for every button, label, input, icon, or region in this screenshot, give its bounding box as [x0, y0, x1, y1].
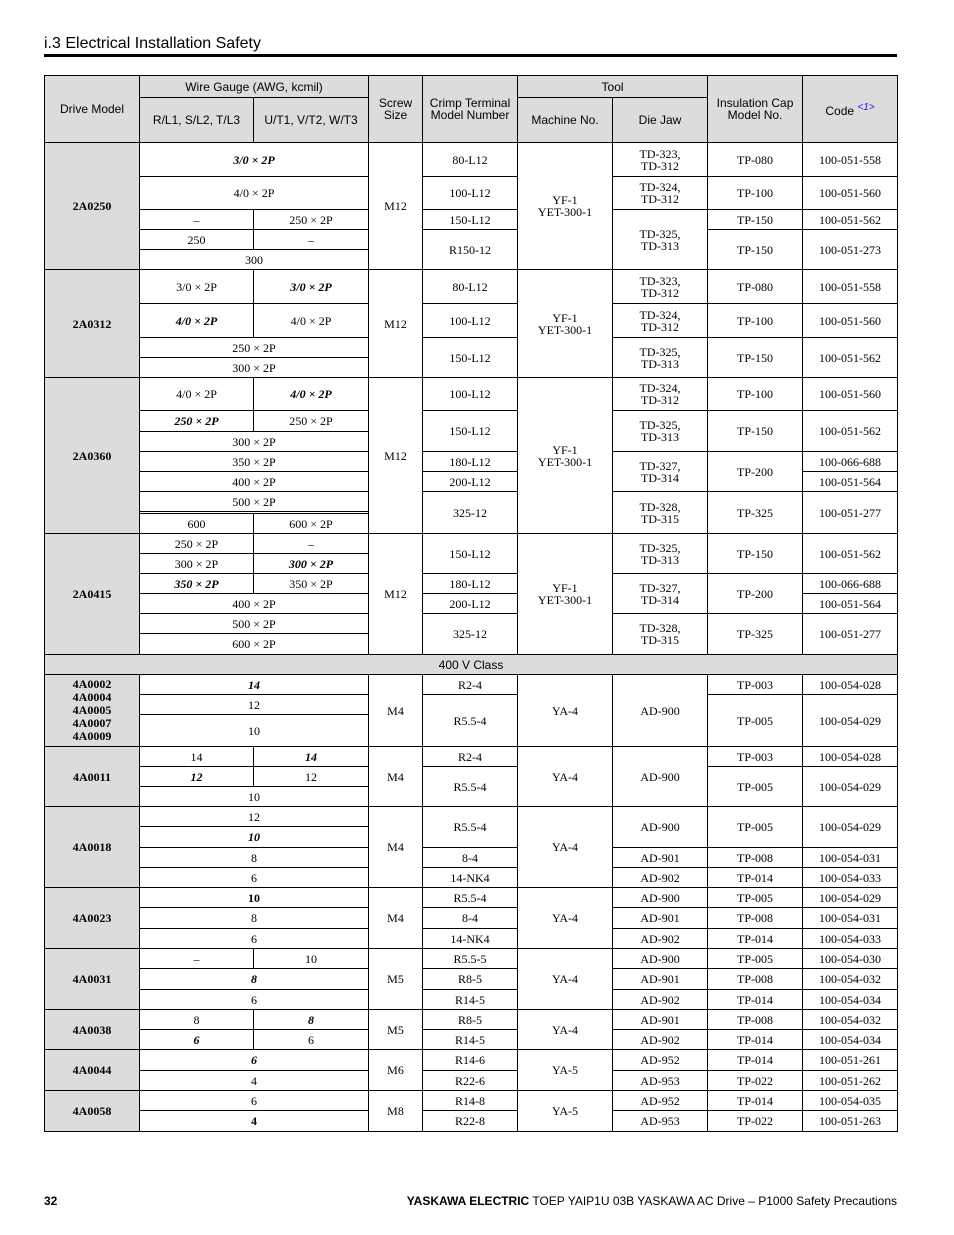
code-cell: 100-051-261	[803, 1050, 898, 1071]
die-jaw-cell: TD-327, TD-314	[613, 452, 708, 492]
drive-model-cell: 2A0360	[45, 378, 140, 534]
crimp-terminal-cell: R5.5-5	[423, 949, 518, 969]
wire-gauge-cell: 10	[140, 787, 369, 807]
crimp-terminal-cell: 14-NK4	[423, 868, 518, 888]
code-cell: 100-054-035	[803, 1091, 898, 1111]
drive-model-cell: 4A0018	[45, 807, 140, 888]
die-jaw-cell: AD-900	[613, 807, 708, 848]
header-machine-no: Machine No.	[518, 98, 613, 143]
crimp-terminal-cell: 180-L12	[423, 574, 518, 594]
code-cell: 100-051-558	[803, 143, 898, 177]
wire-gauge-input-cell: 250 × 2P	[140, 534, 254, 554]
insulation-cap-cell: TP-005	[708, 807, 803, 848]
die-jaw-cell: AD-952	[613, 1091, 708, 1111]
die-jaw-cell: TD-328, TD-315	[613, 492, 708, 534]
die-jaw-cell: AD-901	[613, 969, 708, 990]
wire-gauge-output-cell: 350 × 2P	[254, 574, 369, 594]
crimp-terminal-cell: R22-6	[423, 1071, 518, 1091]
code-cell: 100-054-034	[803, 990, 898, 1010]
machine-no-cell: YA-4	[518, 949, 613, 1010]
wire-gauge-output-cell: 600 × 2P	[254, 514, 369, 534]
wire-gauge-input-cell: 12	[140, 767, 254, 787]
insulation-cap-cell: TP-005	[708, 888, 803, 908]
crimp-terminal-cell: 100-L12	[423, 177, 518, 210]
wire-gauge-cell: 6	[140, 1091, 369, 1111]
insulation-cap-cell: TP-150	[708, 534, 803, 574]
crimp-terminal-cell: R22-8	[423, 1111, 518, 1132]
crimp-terminal-cell: R2-4	[423, 747, 518, 767]
wire-gauge-output-cell: –	[254, 534, 369, 554]
die-jaw-cell: AD-900	[613, 675, 708, 747]
insulation-cap-cell: TP-150	[708, 230, 803, 270]
wire-gauge-cell: 400 × 2P	[140, 594, 369, 614]
die-jaw-cell: TD-325, TD-313	[613, 210, 708, 270]
wire-gauge-cell: 300	[140, 250, 369, 270]
code-cell: 100-051-562	[803, 210, 898, 230]
wire-gauge-cell: 500 × 2P	[140, 614, 369, 634]
insulation-cap-cell: TP-014	[708, 1030, 803, 1050]
code-cell: 100-054-034	[803, 1030, 898, 1050]
die-jaw-cell: AD-902	[613, 1030, 708, 1050]
crimp-terminal-cell: 150-L12	[423, 534, 518, 574]
die-jaw-cell: TD-324, TD-312	[613, 378, 708, 411]
screw-size-cell: M4	[369, 807, 423, 888]
code-cell: 100-051-560	[803, 378, 898, 411]
voltage-class-row: 400 V Class	[45, 655, 898, 675]
code-cell: 100-054-031	[803, 848, 898, 868]
wire-gauge-output-cell: –	[254, 230, 369, 250]
wire-gauge-cell: 400 × 2P	[140, 472, 369, 492]
die-jaw-cell: AD-901	[613, 1010, 708, 1030]
wire-gauge-input-cell: 14	[140, 747, 254, 767]
code-cell: 100-051-562	[803, 534, 898, 574]
crimp-terminal-cell: 80-L12	[423, 143, 518, 177]
crimp-terminal-cell: 200-L12	[423, 594, 518, 614]
insulation-cap-cell: TP-005	[708, 767, 803, 807]
wire-gauge-input-cell: 250	[140, 230, 254, 250]
crimp-terminal-cell: R150-12	[423, 230, 518, 270]
code-cell: 100-051-558	[803, 270, 898, 304]
crimp-terminal-cell: 100-L12	[423, 378, 518, 411]
insulation-cap-cell: TP-200	[708, 452, 803, 492]
header-input-terminals: R/L1, S/L2, T/L3	[140, 98, 254, 143]
die-jaw-cell: AD-900	[613, 888, 708, 908]
header-tool: Tool	[518, 76, 708, 98]
wire-gauge-cell: 300 × 2P	[140, 358, 369, 378]
die-jaw-cell: TD-325, TD-313	[613, 534, 708, 574]
wire-gauge-input-cell: 300 × 2P	[140, 554, 254, 574]
die-jaw-cell: TD-327, TD-314	[613, 574, 708, 614]
header-screw-size: Screw Size	[369, 76, 423, 143]
wire-gauge-cell: 8	[140, 848, 369, 868]
crimp-terminal-cell: 150-L12	[423, 411, 518, 452]
code-cell: 100-066-688	[803, 574, 898, 594]
machine-no-cell: YA-4	[518, 1010, 613, 1050]
footer-text	[407, 1194, 897, 1208]
insulation-cap-cell: TP-325	[708, 614, 803, 655]
footer-doc-title: TOEP YAIP1U 03B YASKAWA AC Drive – P1000 Safety Precautions	[529, 1194, 897, 1208]
crimp-terminal-cell: R5.5-4	[423, 695, 518, 747]
insulation-cap-cell: TP-100	[708, 378, 803, 411]
wire-gauge-cell: 250 × 2P	[140, 338, 369, 358]
screw-size-cell: M4	[369, 675, 423, 747]
die-jaw-cell: TD-325, TD-313	[613, 411, 708, 452]
code-cell: 100-054-028	[803, 747, 898, 767]
crimp-terminal-cell: R14-5	[423, 1030, 518, 1050]
wire-gauge-cell: 10	[140, 715, 369, 747]
wire-gauge-input-cell: 250 × 2P	[140, 411, 254, 432]
machine-no-cell: YF-1 YET-300-1	[518, 143, 613, 270]
code-cell: 100-051-564	[803, 594, 898, 614]
wire-gauge-input-cell: 350 × 2P	[140, 574, 254, 594]
machine-no-cell: YA-4	[518, 675, 613, 747]
insulation-cap-cell: TP-022	[708, 1071, 803, 1091]
code-cell: 100-054-032	[803, 1010, 898, 1030]
code-cell: 100-066-688	[803, 452, 898, 472]
die-jaw-cell: TD-323, TD-312	[613, 270, 708, 304]
code-cell: 100-051-560	[803, 304, 898, 338]
die-jaw-cell: AD-902	[613, 868, 708, 888]
die-jaw-cell: TD-324, TD-312	[613, 177, 708, 210]
code-cell: 100-054-029	[803, 767, 898, 807]
drive-model-cell: 4A0044	[45, 1050, 140, 1091]
crimp-terminal-cell: 150-L12	[423, 338, 518, 378]
wire-gauge-output-cell: 14	[254, 747, 369, 767]
die-jaw-cell: AD-953	[613, 1071, 708, 1091]
wire-gauge-output-cell: 10	[254, 949, 369, 969]
wire-gauge-cell: 8	[140, 908, 369, 929]
wire-gauge-input-cell: 8	[140, 1010, 254, 1030]
wire-gauge-cell: 12	[140, 695, 369, 715]
insulation-cap-cell: TP-100	[708, 177, 803, 210]
crimp-terminal-cell: R14-6	[423, 1050, 518, 1071]
insulation-cap-cell: TP-150	[708, 338, 803, 378]
die-jaw-cell: AD-901	[613, 908, 708, 929]
wire-gauge-input-cell: 600	[140, 514, 254, 534]
crimp-terminal-cell: R5.5-4	[423, 767, 518, 807]
wire-gauge-table	[44, 75, 898, 1132]
screw-size-cell: M12	[369, 270, 423, 378]
die-jaw-cell: AD-900	[613, 949, 708, 969]
drive-model-cell: 2A0312	[45, 270, 140, 378]
code-cell: 100-054-033	[803, 868, 898, 888]
insulation-cap-cell: TP-014	[708, 990, 803, 1010]
die-jaw-cell: TD-328, TD-315	[613, 614, 708, 655]
insulation-cap-cell: TP-005	[708, 949, 803, 969]
insulation-cap-cell: TP-003	[708, 747, 803, 767]
screw-size-cell: M12	[369, 534, 423, 655]
footer-brand: YASKAWA ELECTRIC	[406, 1194, 530, 1208]
crimp-terminal-cell: 180-L12	[423, 452, 518, 472]
header-code-label: Code	[825, 103, 855, 118]
insulation-cap-cell: TP-008	[708, 1010, 803, 1030]
die-jaw-cell: TD-324, TD-312	[613, 304, 708, 338]
crimp-terminal-cell: R2-4	[423, 675, 518, 695]
crimp-terminal-cell: R8-5	[423, 969, 518, 990]
machine-no-cell: YA-4	[518, 888, 613, 949]
screw-size-cell: M8	[369, 1091, 423, 1132]
insulation-cap-cell: TP-008	[708, 969, 803, 990]
screw-size-cell: M12	[369, 378, 423, 534]
code-cell: 100-051-263	[803, 1111, 898, 1132]
wire-gauge-cell: 6	[140, 929, 369, 949]
die-jaw-cell: TD-323, TD-312	[613, 143, 708, 177]
crimp-terminal-cell: 8-4	[423, 908, 518, 929]
wire-gauge-cell: 12	[140, 807, 369, 827]
section-title: i.3 Electrical Installation Safety	[44, 35, 261, 52]
wire-gauge-input-cell: 4/0 × 2P	[140, 378, 254, 411]
insulation-cap-cell: TP-325	[708, 492, 803, 534]
crimp-terminal-cell: 325-12	[423, 614, 518, 655]
drive-model-cell: 4A0023	[45, 888, 140, 949]
wire-gauge-output-cell: 3/0 × 2P	[254, 270, 369, 304]
insulation-cap-cell: TP-008	[708, 848, 803, 868]
drive-model-cell: 4A0002 4A0004 4A0005 4A0007 4A0009	[45, 675, 140, 747]
wire-gauge-cell: 6	[140, 868, 369, 888]
machine-no-cell: YF-1 YET-300-1	[518, 378, 613, 534]
crimp-terminal-cell: 80-L12	[423, 270, 518, 304]
code-cell: 100-054-032	[803, 969, 898, 990]
title-rule	[44, 54, 897, 57]
crimp-terminal-cell: 200-L12	[423, 472, 518, 492]
crimp-terminal-cell: 325-12	[423, 492, 518, 534]
wire-gauge-output-cell: 250 × 2P	[254, 210, 369, 230]
code-cell: 100-051-277	[803, 492, 898, 534]
wire-gauge-cell: 14	[140, 675, 369, 695]
wire-gauge-input-cell: 4/0 × 2P	[140, 304, 254, 338]
wire-gauge-output-cell: 4/0 × 2P	[254, 304, 369, 338]
wire-gauge-cell: 10	[140, 888, 369, 908]
code-cell: 100-051-564	[803, 472, 898, 492]
machine-no-cell: YA-5	[518, 1091, 613, 1132]
crimp-terminal-cell: R5.5-4	[423, 888, 518, 908]
page-number: 32	[44, 1194, 58, 1208]
wire-gauge-cell: 6	[140, 1050, 369, 1071]
screw-size-cell: M4	[369, 747, 423, 807]
crimp-terminal-cell: R5.5-4	[423, 807, 518, 848]
wire-gauge-cell: 300 × 2P	[140, 432, 369, 452]
screw-size-cell: M4	[369, 888, 423, 949]
drive-model-cell: 4A0011	[45, 747, 140, 807]
die-jaw-cell: AD-953	[613, 1111, 708, 1132]
wire-gauge-cell: 500 × 2P	[140, 492, 369, 512]
wire-gauge-output-cell: 300 × 2P	[254, 554, 369, 574]
screw-size-cell: M5	[369, 1010, 423, 1050]
insulation-cap-cell: TP-080	[708, 143, 803, 177]
die-jaw-cell: AD-902	[613, 990, 708, 1010]
drive-model-cell: 4A0038	[45, 1010, 140, 1050]
wire-gauge-output-cell: 12	[254, 767, 369, 787]
drive-model-cell: 4A0031	[45, 949, 140, 1010]
crimp-terminal-cell: 14-NK4	[423, 929, 518, 949]
die-jaw-cell: AD-902	[613, 929, 708, 949]
insulation-cap-cell: TP-014	[708, 1091, 803, 1111]
wire-gauge-cell: 4	[140, 1071, 369, 1091]
insulation-cap-cell: TP-150	[708, 411, 803, 452]
machine-no-cell: YA-5	[518, 1050, 613, 1091]
crimp-terminal-cell: R8-5	[423, 1010, 518, 1030]
machine-no-cell: YA-4	[518, 807, 613, 888]
die-jaw-cell: AD-900	[613, 747, 708, 807]
header-wire-gauge: Wire Gauge (AWG, kcmil)	[140, 76, 369, 98]
insulation-cap-cell: TP-100	[708, 304, 803, 338]
code-cell: 100-054-033	[803, 929, 898, 949]
crimp-terminal-cell: R14-8	[423, 1091, 518, 1111]
drive-model-cell: 2A0250	[45, 143, 140, 270]
insulation-cap-cell: TP-150	[708, 210, 803, 230]
crimp-terminal-cell: 8-4	[423, 848, 518, 868]
insulation-cap-cell: TP-200	[708, 574, 803, 614]
die-jaw-cell: TD-325, TD-313	[613, 338, 708, 378]
code-cell: 100-054-030	[803, 949, 898, 969]
machine-no-cell: YF-1 YET-300-1	[518, 270, 613, 378]
code-cell: 100-054-029	[803, 807, 898, 848]
die-jaw-cell: AD-901	[613, 848, 708, 868]
code-note-link[interactable]: <1>	[857, 101, 875, 113]
code-cell: 100-051-277	[803, 614, 898, 655]
wire-gauge-cell: 350 × 2P	[140, 452, 369, 472]
wire-gauge-cell: 6	[140, 990, 369, 1010]
wire-gauge-input-cell: –	[140, 949, 254, 969]
wire-gauge-cell: 10	[140, 827, 369, 848]
wire-gauge-output-cell: 250 × 2P	[254, 411, 369, 432]
insulation-cap-cell: TP-014	[708, 1050, 803, 1071]
drive-model-cell: 4A0058	[45, 1091, 140, 1132]
header-die-jaw: Die Jaw	[613, 98, 708, 143]
crimp-terminal-cell: R14-5	[423, 990, 518, 1010]
wire-gauge-output-cell: 8	[254, 1010, 369, 1030]
crimp-terminal-cell: 100-L12	[423, 304, 518, 338]
machine-no-cell: YA-4	[518, 747, 613, 807]
wire-gauge-input-cell: –	[140, 210, 254, 230]
screw-size-cell: M5	[369, 949, 423, 1010]
insulation-cap-cell: TP-014	[708, 929, 803, 949]
crimp-terminal-cell: 150-L12	[423, 210, 518, 230]
wire-gauge-cell: 3/0 × 2P	[140, 143, 369, 177]
wire-gauge-output-cell: 4/0 × 2P	[254, 378, 369, 411]
header-insulation-cap: Insulation Cap Model No.	[708, 76, 803, 143]
insulation-cap-cell: TP-080	[708, 270, 803, 304]
code-cell: 100-051-560	[803, 177, 898, 210]
insulation-cap-cell: TP-008	[708, 908, 803, 929]
code-cell: 100-054-029	[803, 888, 898, 908]
code-cell: 100-051-562	[803, 338, 898, 378]
insulation-cap-cell: TP-005	[708, 695, 803, 747]
wire-gauge-cell: 600 × 2P	[140, 634, 369, 655]
insulation-cap-cell: TP-014	[708, 868, 803, 888]
die-jaw-cell: AD-952	[613, 1050, 708, 1071]
drive-model-cell: 2A0415	[45, 534, 140, 655]
code-cell: 100-054-028	[803, 675, 898, 695]
screw-size-cell: M12	[369, 143, 423, 270]
header-drive-model: Drive Model	[45, 76, 140, 143]
machine-no-cell: YF-1 YET-300-1	[518, 534, 613, 655]
wire-gauge-cell: 4/0 × 2P	[140, 177, 369, 210]
code-cell: 100-054-029	[803, 695, 898, 747]
insulation-cap-cell: TP-003	[708, 675, 803, 695]
code-cell: 100-051-262	[803, 1071, 898, 1091]
wire-gauge-cell: 4	[140, 1111, 369, 1132]
code-cell: 100-051-562	[803, 411, 898, 452]
wire-gauge-cell: 8	[140, 969, 369, 990]
header-crimp-terminal: Crimp Terminal Model Number	[423, 76, 518, 143]
wire-gauge-input-cell: 3/0 × 2P	[140, 270, 254, 304]
header-code	[803, 76, 898, 143]
code-cell: 100-051-273	[803, 230, 898, 270]
code-cell: 100-054-031	[803, 908, 898, 929]
screw-size-cell: M6	[369, 1050, 423, 1091]
insulation-cap-cell: TP-022	[708, 1111, 803, 1132]
wire-gauge-output-cell: 6	[254, 1030, 369, 1050]
header-output-terminals: U/T1, V/T2, W/T3	[254, 98, 369, 143]
wire-gauge-input-cell: 6	[140, 1030, 254, 1050]
